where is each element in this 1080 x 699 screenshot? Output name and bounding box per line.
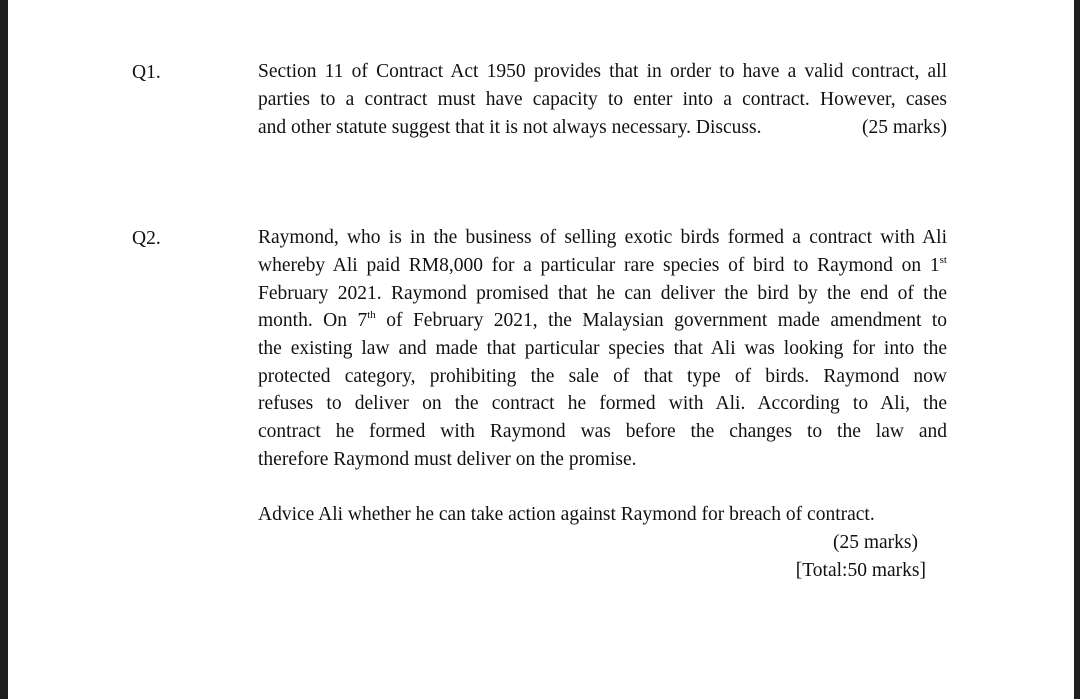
question-2-line-4-pre: month. On 7: [258, 310, 368, 331]
question-1-number: Q1.: [132, 62, 161, 83]
question-2-line-4: [258, 311, 947, 331]
question-1-line-3-text: and other statute suggest that it is not always necessary. Discuss.: [258, 117, 762, 138]
question-1-line-1: Section 11 of Contract Act 1950 provides that in order to have a valid contract, all: [258, 61, 947, 82]
document-page: [8, 0, 1074, 699]
question-2-line-4-post: of February 2021, the Malaysian government made amendment to: [375, 310, 947, 331]
question-2-line-2-text: whereby Ali paid RM8,000 for a particular rare species of bird to Raymond on 1: [258, 255, 940, 276]
question-1-marks: (25 marks): [861, 117, 947, 138]
question-1-line-2: parties to a contract must have capacity to enter into a contract. However, cases: [258, 89, 947, 110]
question-1-line-3: [258, 118, 947, 138]
question-2-line-9: therefore Raymond must deliver on the promise.: [258, 449, 637, 470]
question-2-line-6: protected category, prohibiting the sale of that type of birds. Raymond now: [258, 366, 947, 387]
question-2-number: Q2.: [132, 228, 161, 249]
ordinal-suffix-st: st: [939, 254, 947, 266]
question-2-line-2: [258, 256, 947, 276]
question-2-line-8: contract he formed with Raymond was before the changes to the law and: [258, 421, 947, 442]
question-2-line-5: the existing law and made that particular species that Ali was looking for into the: [258, 338, 947, 359]
total-marks: [Total:50 marks]: [795, 560, 926, 581]
question-2-marks: (25 marks): [832, 532, 918, 553]
question-2-line-3: February 2021. Raymond promised that he can deliver the bird by the end of the: [258, 283, 947, 304]
question-2-advice: Advice Ali whether he can take action against Raymond for breach of contract.: [258, 504, 875, 525]
question-2-line-1: Raymond, who is in the business of selling exotic birds formed a contract with Ali: [258, 227, 947, 248]
question-2-line-7: refuses to deliver on the contract he formed with Ali. According to Ali, the: [258, 393, 947, 414]
ordinal-suffix-th: th: [367, 309, 376, 321]
